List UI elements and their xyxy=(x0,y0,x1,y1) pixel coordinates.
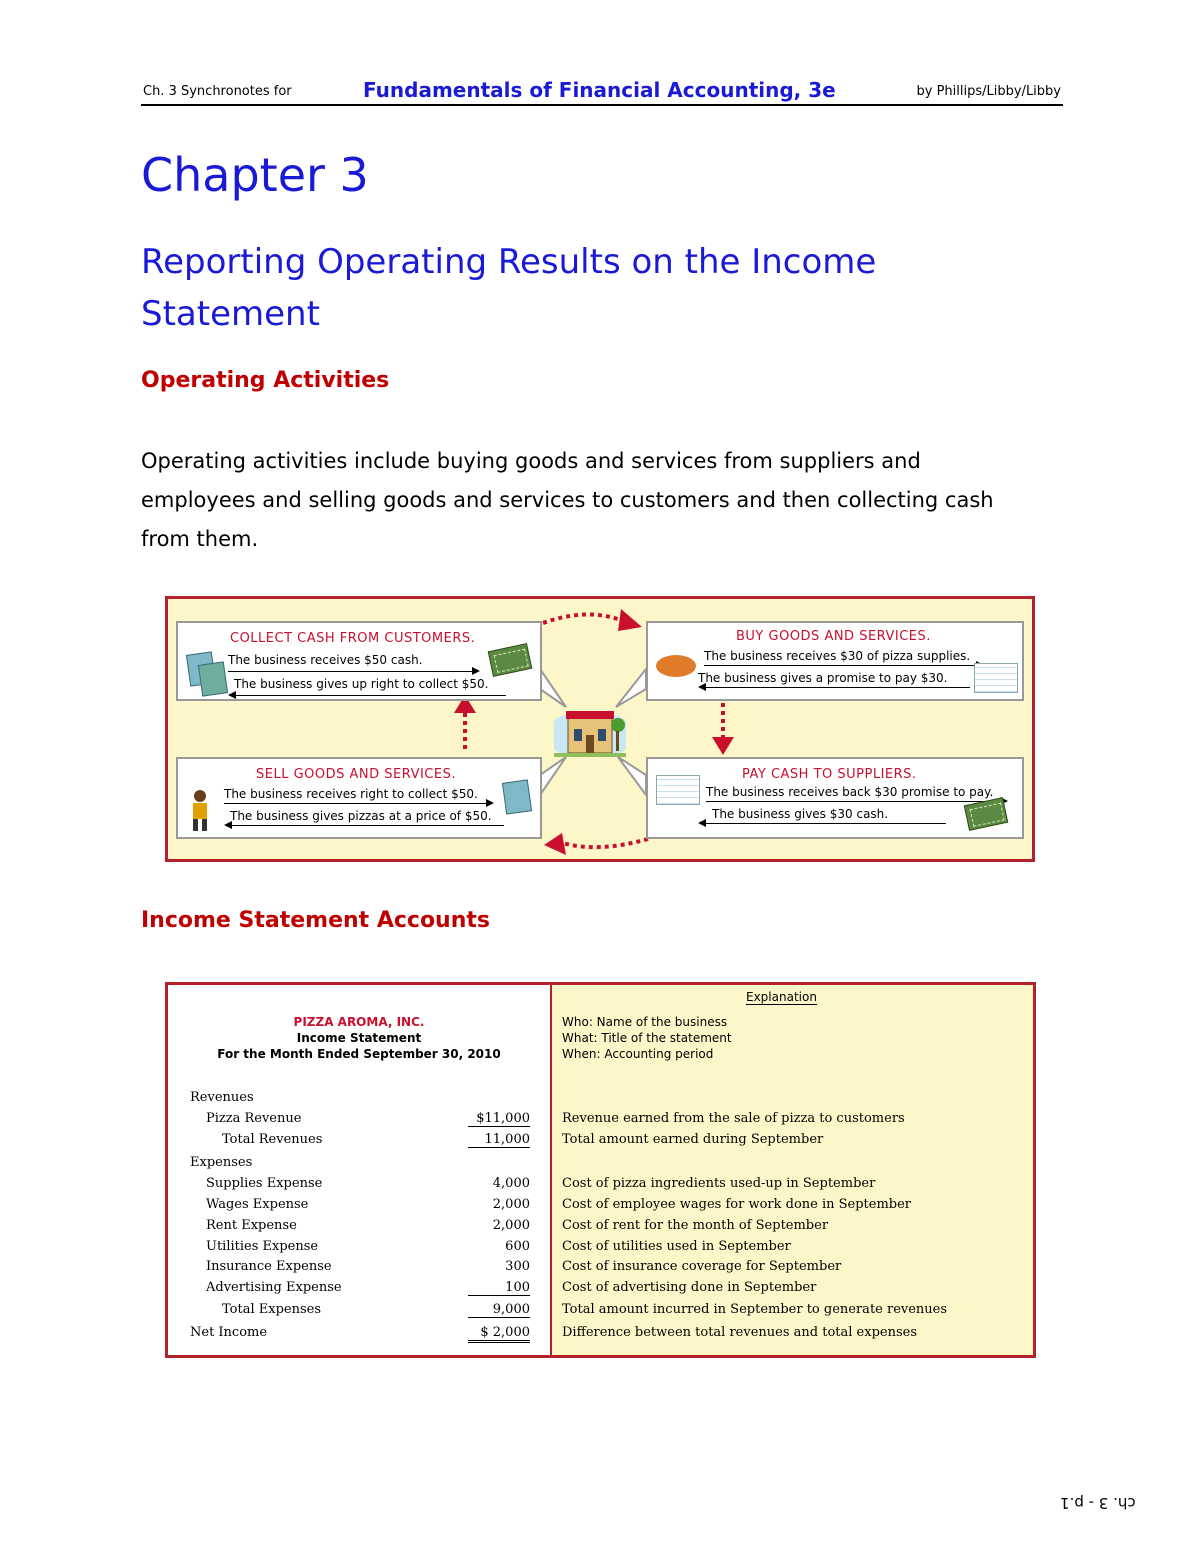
cash-stack-icon xyxy=(488,643,533,677)
advertising-expense-amount: 100 xyxy=(468,1280,530,1296)
income-statement-figure xyxy=(165,982,1036,1358)
total-revenues-amount: 11,000 xyxy=(468,1132,530,1148)
buy-title: BUY GOODS AND SERVICES. xyxy=(736,629,931,644)
insurance-expense-amount: 300 xyxy=(505,1259,530,1274)
who-note: Who: Name of the business xyxy=(562,1015,728,1029)
left-arrow-icon xyxy=(226,825,504,826)
subtitle-line-2: Statement xyxy=(141,294,320,334)
header-authors: by Phillips/Libby/Libby xyxy=(916,84,1061,99)
cash-stack-icon xyxy=(964,797,1009,831)
explanation-heading: Explanation xyxy=(746,990,817,1004)
statement-title: Income Statement xyxy=(296,1031,422,1045)
operating-activities-paragraph xyxy=(141,442,1051,559)
left-arrow-icon xyxy=(700,687,970,688)
wages-expense-explanation: Cost of employee wages for work done in September xyxy=(562,1197,912,1212)
sell-line-1: The business receives right to collect $50. xyxy=(224,787,478,801)
pizza-supplies-icon xyxy=(656,655,696,677)
insurance-expense-explanation: Cost of insurance coverage for September xyxy=(562,1259,842,1274)
pizza-revenue-label: Pizza Revenue xyxy=(206,1111,302,1126)
rent-expense-explanation: Cost of rent for the month of September xyxy=(562,1218,829,1233)
pay-line-1: The business receives back $30 promise to pay. xyxy=(706,785,994,799)
supplies-expense-amount: 4,000 xyxy=(492,1176,530,1191)
buy-line-2: The business gives a promise to pay $30. xyxy=(698,671,948,685)
invoice-icon xyxy=(198,661,228,696)
pay-cash-box xyxy=(646,757,1024,839)
left-arrow-icon xyxy=(700,823,946,824)
total-expenses-amount: 9,000 xyxy=(468,1302,530,1318)
pizza-revenue-amount: $11,000 xyxy=(468,1111,530,1127)
para-line-2: employees and selling goods and services to customers and then collecting cash xyxy=(141,488,994,512)
section-heading-income-statement-accounts: Income Statement Accounts xyxy=(141,908,490,933)
header-left: Ch. 3 Synchronotes for xyxy=(143,84,292,99)
when-note: When: Accounting period xyxy=(562,1047,714,1061)
utilities-expense-explanation: Cost of utilities used in September xyxy=(562,1239,791,1254)
advertising-expense-explanation: Cost of advertising done in September xyxy=(562,1280,817,1295)
total-expenses-explanation: Total amount incurred in September to generate revenues xyxy=(562,1302,948,1317)
pizza-store-icon xyxy=(554,695,626,763)
collect-line-2: The business gives up right to collect $50. xyxy=(234,677,489,691)
expenses-label: Expenses xyxy=(190,1155,253,1170)
pay-title: PAY CASH TO SUPPLIERS. xyxy=(742,767,917,782)
advertising-expense-label: Advertising Expense xyxy=(206,1280,342,1295)
utilities-expense-amount: 600 xyxy=(505,1239,530,1254)
supplies-expense-label: Supplies Expense xyxy=(206,1176,323,1191)
book-title: Fundamentals of Financial Accounting, 3e xyxy=(363,78,836,102)
total-revenues-explanation: Total amount earned during September xyxy=(562,1132,824,1147)
section-heading-operating-activities: Operating Activities xyxy=(141,368,390,393)
total-revenues-label: Total Revenues xyxy=(222,1132,323,1147)
supplies-expense-explanation: Cost of pizza ingredients used-up in September xyxy=(562,1176,876,1191)
page-number: ch. 3 - p.1 xyxy=(1060,1494,1136,1512)
net-income-amount: $ 2,000 xyxy=(468,1325,530,1343)
right-arrow-icon xyxy=(224,803,492,804)
left-arrow-icon xyxy=(230,695,506,696)
statement-period: For the Month Ended September 30, 2010 xyxy=(217,1047,501,1061)
customer-icon xyxy=(188,789,208,831)
chapter-title: Chapter 3 xyxy=(141,148,369,202)
collect-cash-box xyxy=(176,621,542,701)
buy-goods-box xyxy=(646,621,1024,701)
para-line-1: Operating activities include buying goods and services from suppliers and xyxy=(141,449,921,473)
pay-line-2: The business gives $30 cash. xyxy=(712,807,889,821)
chapter-subtitle xyxy=(141,236,1041,340)
collect-line-1: The business receives $50 cash. xyxy=(228,653,423,667)
total-expenses-label: Total Expenses xyxy=(222,1302,321,1317)
wages-expense-label: Wages Expense xyxy=(206,1197,309,1212)
subtitle-line-1: Reporting Operating Results on the Income xyxy=(141,242,877,282)
collect-title: COLLECT CASH FROM CUSTOMERS. xyxy=(230,631,476,646)
para-line-3: from them. xyxy=(141,527,259,551)
promissory-note-icon xyxy=(656,775,700,805)
right-arrow-icon xyxy=(706,801,1006,802)
buy-line-1: The business receives $30 of pizza supplies. xyxy=(704,649,971,663)
receivable-icon xyxy=(502,779,532,814)
utilities-expense-label: Utilities Expense xyxy=(206,1239,319,1254)
sell-title: SELL GOODS AND SERVICES. xyxy=(256,767,456,782)
rent-expense-label: Rent Expense xyxy=(206,1218,297,1233)
right-arrow-icon xyxy=(228,671,478,672)
operating-cycle-figure xyxy=(165,596,1035,862)
page-header xyxy=(141,78,1063,106)
sell-line-2: The business gives pizzas at a price of $50. xyxy=(230,809,492,823)
net-income-explanation: Difference between total revenues and total expenses xyxy=(562,1325,917,1340)
revenues-label: Revenues xyxy=(190,1090,254,1105)
promissory-note-icon xyxy=(974,663,1018,693)
sell-goods-box xyxy=(176,757,542,839)
pizza-revenue-explanation: Revenue earned from the sale of pizza to customers xyxy=(562,1111,905,1126)
rent-expense-amount: 2,000 xyxy=(492,1218,530,1233)
wages-expense-amount: 2,000 xyxy=(492,1197,530,1212)
company-name: PIZZA AROMA, INC. xyxy=(293,1015,425,1029)
what-note: What: Title of the statement xyxy=(562,1031,732,1045)
net-income-label: Net Income xyxy=(190,1325,268,1340)
right-arrow-icon xyxy=(704,665,982,666)
insurance-expense-label: Insurance Expense xyxy=(206,1259,332,1274)
